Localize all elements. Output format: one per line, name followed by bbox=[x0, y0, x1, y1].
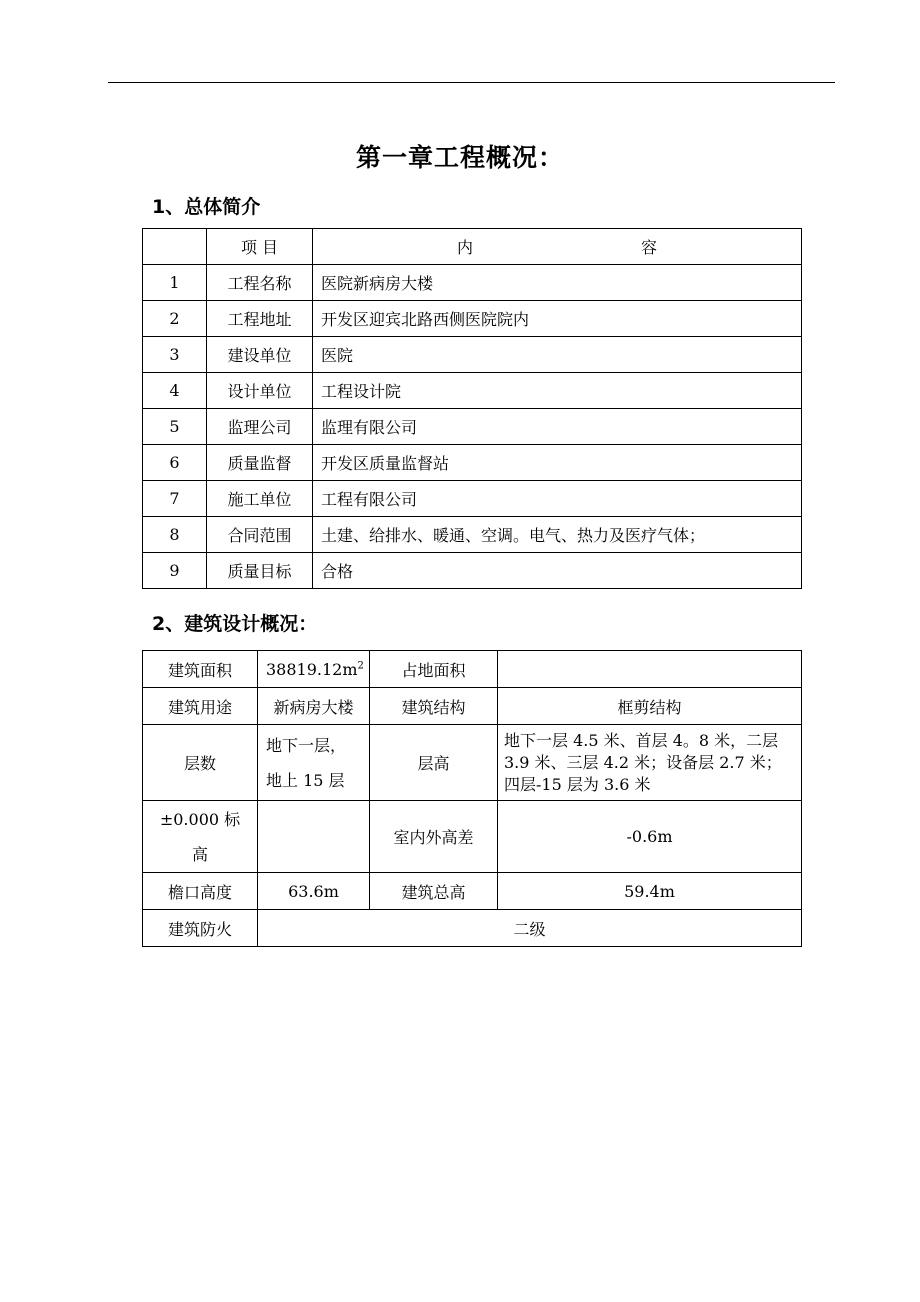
row-item: 合同范围 bbox=[207, 517, 313, 553]
table-row bbox=[143, 409, 802, 445]
table-row bbox=[143, 873, 802, 910]
header-content-cell bbox=[313, 229, 802, 265]
table-row bbox=[143, 553, 802, 589]
table-row bbox=[143, 373, 802, 409]
floor-height-label: 层高 bbox=[370, 725, 498, 801]
row-number: 4 bbox=[143, 373, 207, 409]
building-area-value: $38819.12m^2$ bbox=[258, 651, 370, 688]
row-number: 6 bbox=[143, 445, 207, 481]
header-content-left: 内 bbox=[457, 238, 474, 257]
header-num-cell bbox=[143, 229, 207, 265]
row-value: 监理有限公司 bbox=[313, 409, 802, 445]
section-heading-design: 2、建筑设计概况： bbox=[152, 613, 318, 635]
table-row bbox=[143, 265, 802, 301]
row-number: 2 bbox=[143, 301, 207, 337]
eave-value: 63.6m bbox=[258, 873, 370, 910]
usage-label: 建筑用途 bbox=[143, 688, 258, 725]
row-value: 土建、给排水、暖通、空调。电气、热力及医疗气体； bbox=[313, 517, 802, 553]
row-item: 监理公司 bbox=[207, 409, 313, 445]
table-row bbox=[143, 651, 802, 688]
table-header-row bbox=[143, 229, 802, 265]
row-value: 开发区质量监督站 bbox=[313, 445, 802, 481]
row-value: 医院 bbox=[313, 337, 802, 373]
table-row bbox=[143, 910, 802, 947]
structure-value: 框剪结构 bbox=[498, 688, 802, 725]
row-item: 质量目标 bbox=[207, 553, 313, 589]
floors-value: 地下一层， 地上 15 层 bbox=[258, 725, 370, 801]
header-rule bbox=[108, 82, 835, 83]
fire-value: 二级 bbox=[258, 910, 802, 947]
height-diff-label: 室内外高差 bbox=[370, 801, 498, 873]
table-row bbox=[143, 517, 802, 553]
usage-value: 新病房大楼 bbox=[258, 688, 370, 725]
chapter-title: 第一章工程概况： bbox=[355, 143, 564, 172]
row-item: 设计单位 bbox=[207, 373, 313, 409]
floors-label: 层数 bbox=[143, 725, 258, 801]
row-number: 1 bbox=[143, 265, 207, 301]
row-number: 3 bbox=[143, 337, 207, 373]
table-row bbox=[143, 801, 802, 873]
header-content-right: 容 bbox=[640, 238, 657, 257]
land-area-value bbox=[498, 651, 802, 688]
project-overview-table bbox=[142, 228, 802, 589]
structure-label: 建筑结构 bbox=[370, 688, 498, 725]
row-item: 施工单位 bbox=[207, 481, 313, 517]
row-number: 5 bbox=[143, 409, 207, 445]
height-diff-value: -0.6m bbox=[498, 801, 802, 873]
building-area-label: 建筑面积 bbox=[143, 651, 258, 688]
fire-label: 建筑防火 bbox=[143, 910, 258, 947]
header-item-cell: 项 目 bbox=[207, 229, 313, 265]
table-row bbox=[143, 725, 802, 801]
row-value: 开发区迎宾北路西侧医院院内 bbox=[313, 301, 802, 337]
building-design-table bbox=[142, 650, 802, 947]
elevation-value bbox=[258, 801, 370, 873]
row-item: 建设单位 bbox=[207, 337, 313, 373]
land-area-label: 占地面积 bbox=[370, 651, 498, 688]
table-row bbox=[143, 337, 802, 373]
row-item: 质量监督 bbox=[207, 445, 313, 481]
row-value: 合格 bbox=[313, 553, 802, 589]
floor-height-value: 地下一层 4.5 米、首层 4。8 米，二层 3.9 米、三层 4.2 米；设备层 2.7 米；四层-15 层为 3.6 米 bbox=[498, 725, 802, 801]
row-number: 8 bbox=[143, 517, 207, 553]
table-row bbox=[143, 445, 802, 481]
row-item: 工程名称 bbox=[207, 265, 313, 301]
table-row bbox=[143, 481, 802, 517]
table-row bbox=[143, 688, 802, 725]
section-heading-overview: 1、总体简介 bbox=[152, 196, 261, 218]
row-number: 7 bbox=[143, 481, 207, 517]
row-number: 9 bbox=[143, 553, 207, 589]
eave-label: 檐口高度 bbox=[143, 873, 258, 910]
row-value: 工程设计院 bbox=[313, 373, 802, 409]
row-value: 工程有限公司 bbox=[313, 481, 802, 517]
elevation-label: ±0.000 标 高 bbox=[143, 801, 258, 873]
total-height-label: 建筑总高 bbox=[370, 873, 498, 910]
row-item: 工程地址 bbox=[207, 301, 313, 337]
total-height-value: 59.4m bbox=[498, 873, 802, 910]
table-row bbox=[143, 301, 802, 337]
row-value: 医院新病房大楼 bbox=[313, 265, 802, 301]
